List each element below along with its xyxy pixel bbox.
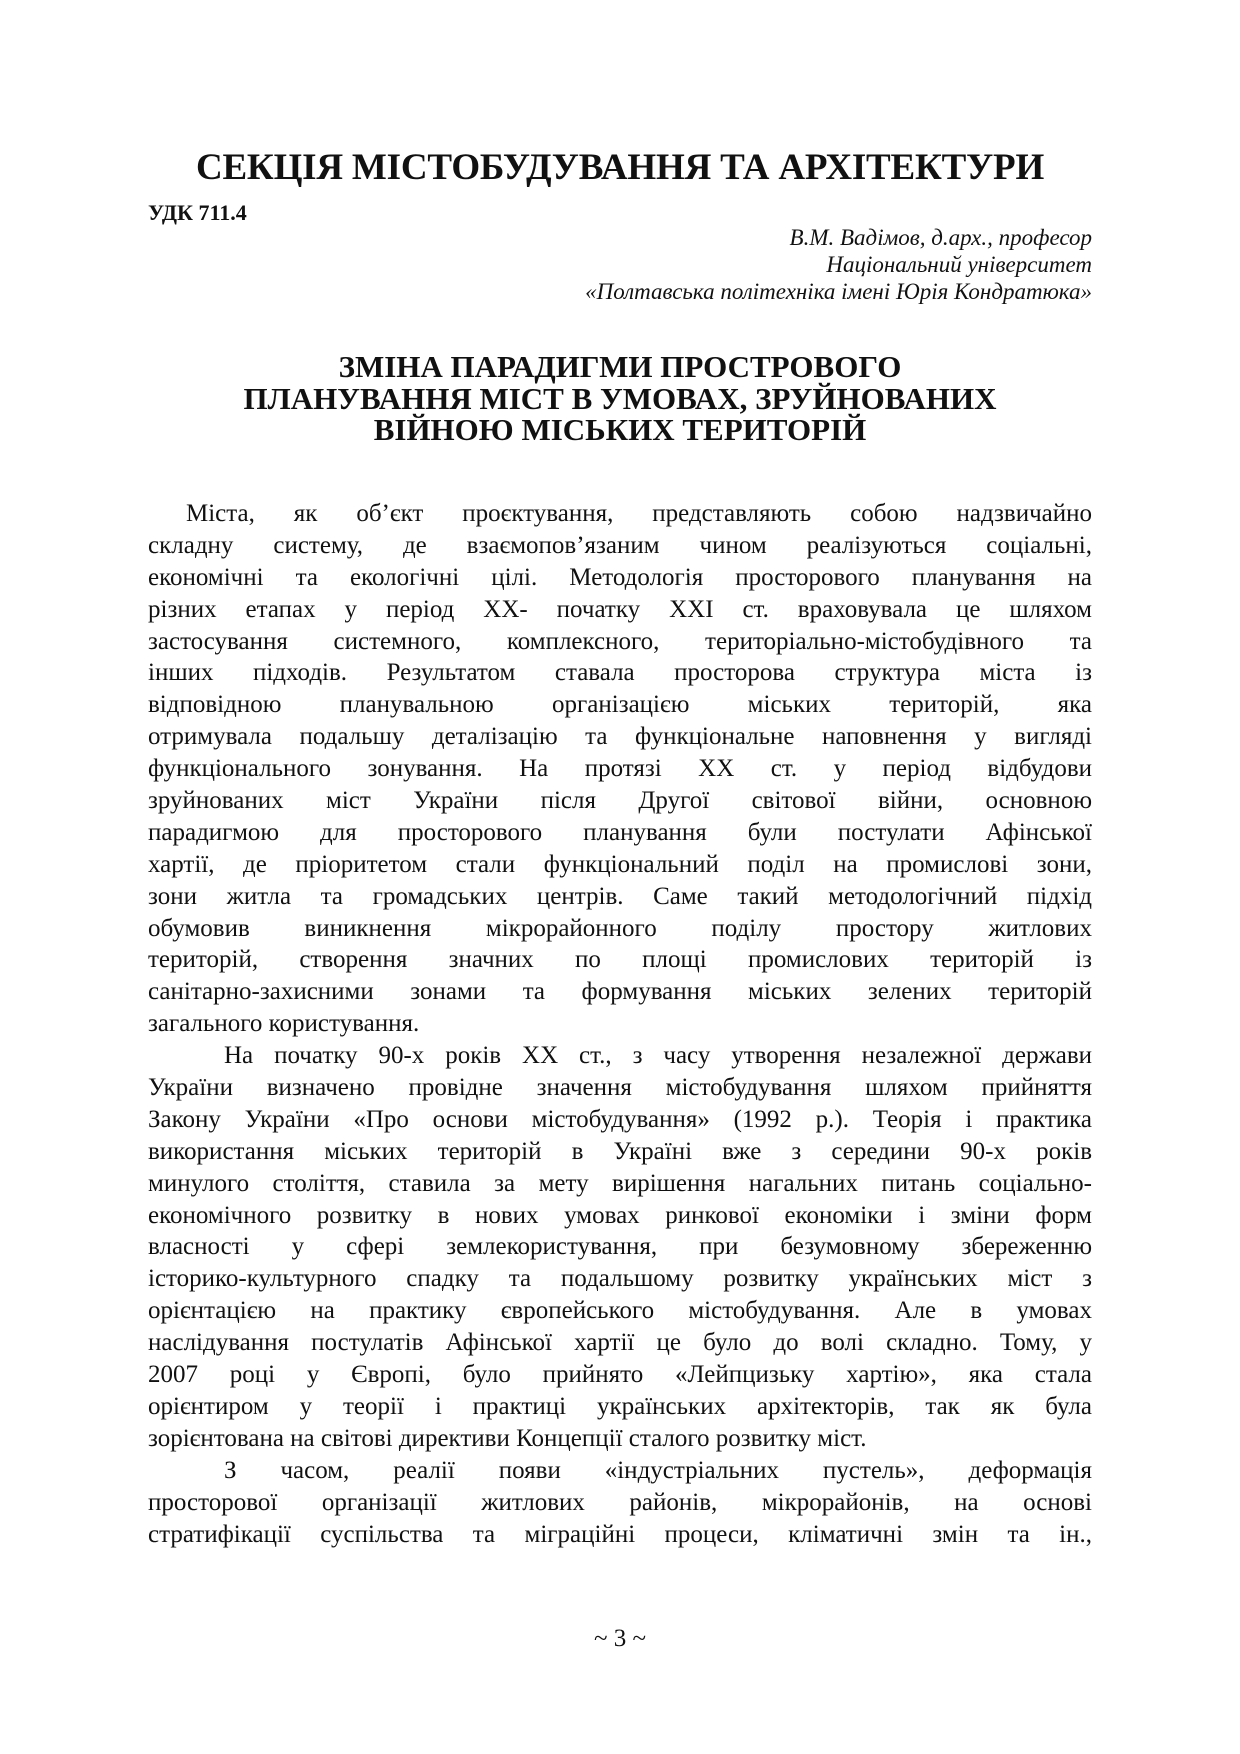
paragraph-2 (148, 1040, 1092, 1455)
text-line: Міста, як об’єкт проєктування, представляють собою надзвичайно (186, 500, 1092, 527)
text-line: санітарно-захисними зонами та формування міських зелених територій (148, 978, 1092, 1006)
author-name: В.М. Вадімов, д.арх., професор (789, 225, 1092, 250)
text-line: наслідування постулатів Афінської хартії це було до волі складно. Тому, у (148, 1329, 1092, 1357)
section-heading: СЕКЦІЯ МІСТОБУДУВАННЯ ТА АРХІТЕКТУРИ (195, 147, 1045, 188)
text-line: Закону України «Про основи містобудування» (1992 р.). Теорія і практика (148, 1105, 1092, 1133)
text-line: обумовив виникнення мікрорайонного поділу простору житлових (148, 914, 1092, 942)
text-line: орієнтиром у теорії і практиці українських архітекторів, так як була (148, 1392, 1092, 1420)
text-line: З часом, реалії появи «індустріальних пустель», деформація (224, 1456, 1092, 1484)
text-line: власності у сфері землекористування, при безумовному збереженню (148, 1233, 1092, 1261)
text-line: історико-культурного спадку та подальшому розвитку українських міст з (148, 1265, 1092, 1293)
text-line: України визначено провідне значення містобудування шляхом прийняття (148, 1074, 1092, 1102)
article-body (148, 498, 1092, 1550)
text-line: економічного розвитку в нових умовах ринкової економіки і зміни форм (148, 1201, 1092, 1229)
text-line: інших підходів. Результатом ставала просторова структура міста із (148, 659, 1092, 687)
text-line: парадигмою для просторового планування були постулати Афінської (148, 818, 1092, 846)
text-line: економічні та екологічні цілі. Методологія просторового планування на (148, 563, 1092, 591)
text-line: складну систему, де взаємопов’язаним чином реалізуються соціальні, (148, 531, 1092, 559)
text-line: 2007 році у Європі, було прийнято «Лейпцизьку хартію», яка стала (148, 1361, 1092, 1389)
text-line: зони житла та громадських центрів. Саме такий методологічний підхід (148, 882, 1092, 910)
title-line: ВІЙНОЮ МІСЬКИХ ТЕРИТОРІЙ (373, 412, 867, 447)
page-number: ~ 3 ~ (593, 1625, 647, 1652)
text-line: зорієнтована на світові директиви Концепції сталого розвитку міст. (148, 1424, 867, 1452)
article-title (148, 351, 1092, 446)
author-university-name: «Полтавська політехніка імені Юрія Кондратюка» (585, 279, 1092, 304)
text-line: застосування системного, комплексного, територіально-містобудівного та (148, 627, 1092, 655)
text-line: використання міських територій в Україні вже з середини 90-х років (148, 1137, 1092, 1165)
title-line: ПЛАНУВАННЯ МІСТ В УМОВАХ, ЗРУЙНОВАНИХ (243, 380, 997, 416)
text-line: отримувала подальшу деталізацію та функціональне наповнення у вигляді (148, 723, 1092, 751)
udk-code: УДК 711.4 (148, 200, 247, 225)
text-line: На початку 90-х років XX ст., з часу утворення незалежної держави (224, 1042, 1092, 1070)
text-line: минулого століття, ставила за мету вирішення нагальних питань соціально- (148, 1169, 1092, 1197)
text-line: просторової організації житлових районів, мікрорайонів, на основі (148, 1488, 1092, 1516)
text-line: зруйнованих міст України після Другої світової війни, основною (148, 787, 1092, 815)
author-affiliation-block (148, 224, 1092, 305)
text-line: орієнтацією на практику європейського містобудування. Але в умовах (148, 1297, 1092, 1325)
paragraph-3 (148, 1455, 1092, 1551)
author-university: Національний університет (826, 252, 1092, 277)
text-line: функціонального зонування. На протязі XX ст. у період відбудови (148, 755, 1092, 783)
text-line: територій, створення значних по площі промислових територій із (148, 946, 1092, 974)
text-line: стратифікації суспільства та міграційні процеси, кліматичні змін та ін., (148, 1520, 1092, 1548)
text-line: відповідною планувальною організацією міських територій, яка (148, 691, 1092, 719)
text-line: загального користування. (148, 1010, 420, 1038)
title-line: ЗМІНА ПАРАДИГМИ ПРОСТРОВОГО (338, 349, 902, 384)
text-line: хартії, де пріоритетом стали функціональний поділ на промислові зони, (148, 850, 1092, 878)
paragraph-1 (148, 498, 1092, 1040)
text-line: різних етапах у період XX- початку XXI ст. враховувала це шляхом (148, 595, 1092, 623)
